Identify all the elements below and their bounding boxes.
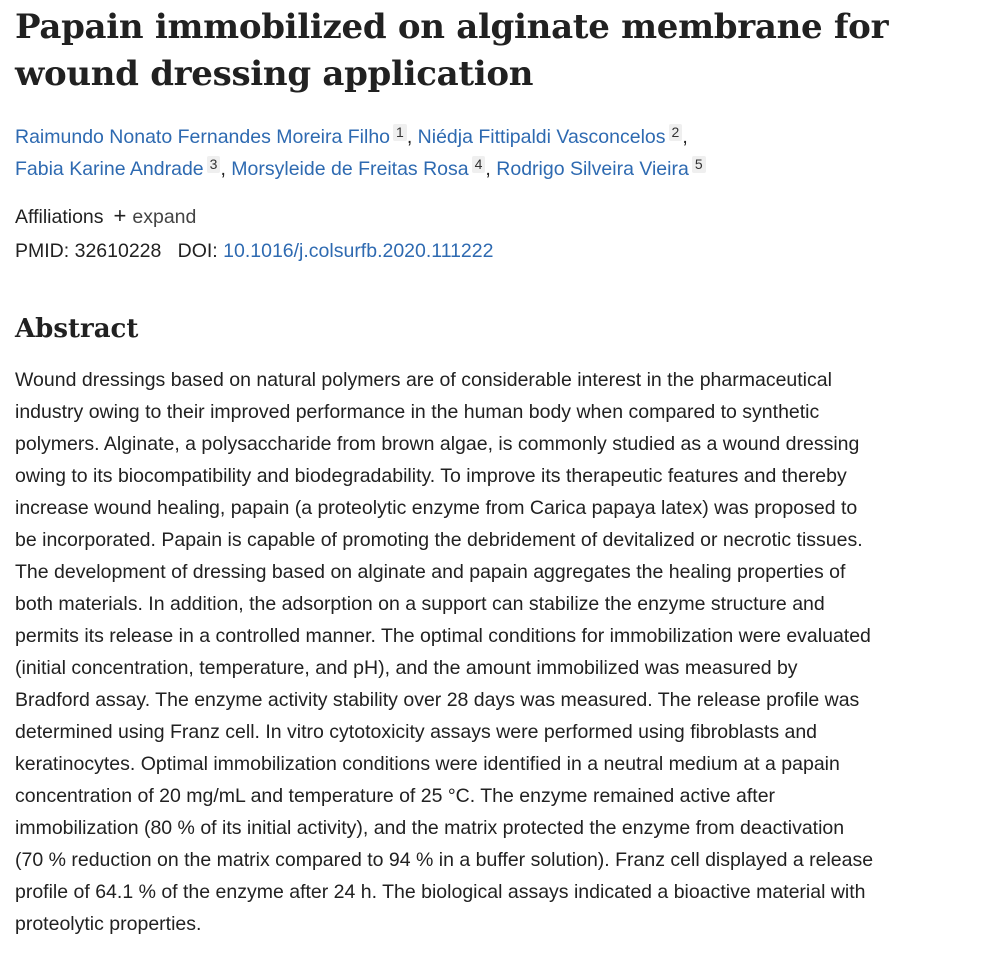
author-link[interactable]: Rodrigo Silveira Vieira <box>496 158 689 180</box>
abstract-line: Wound dressings based on natural polymers are of considerable interest in the pharmaceutical <box>15 369 832 391</box>
author-link[interactable]: Morsyleide de Freitas Rosa <box>231 158 469 180</box>
expand-button[interactable]: expand <box>132 206 197 228</box>
author-link[interactable]: Fabia Karine Andrade <box>15 158 204 180</box>
affiliation-number[interactable]: 5 <box>692 156 706 173</box>
affiliation-number[interactable]: 4 <box>472 156 486 173</box>
abstract-line: polymers. Alginate, a polysaccharide from brown algae, is commonly studied as a wound dressing <box>15 433 860 455</box>
abstract-line: industry owing to their improved performance in the human body when compared to synthetic <box>15 401 820 423</box>
abstract-heading: Abstract <box>15 314 139 344</box>
abstract-line: immobilization (80 % of its initial activity), and the matrix protected the enzyme from deactivation <box>15 817 845 839</box>
abstract-line: proteolytic properties. <box>15 913 202 935</box>
article-title: Papain immobilized on alginate membrane for wound dressing application <box>15 7 889 94</box>
abstract-line: The development of dressing based on alginate and papain aggregates the healing properties of <box>15 561 846 583</box>
affiliation-number[interactable]: 3 <box>207 156 221 173</box>
affiliation-number[interactable]: 1 <box>393 124 407 141</box>
author-link[interactable]: Niédja Fittipaldi Vasconcelos <box>417 126 666 148</box>
abstract-line: Bradford assay. The enzyme activity stability over 28 days was measured. The release profile was <box>15 689 860 711</box>
abstract-line: owing to its biocompatibility and biodegradability. To improve its therapeutic features and thereby <box>15 465 847 487</box>
doi-label: DOI: <box>177 240 218 262</box>
author-link[interactable]: Raimundo Nonato Fernandes Moreira Filho <box>15 126 391 148</box>
pmid-value: 32610228 <box>74 240 162 262</box>
affiliation-number[interactable]: 2 <box>669 124 683 141</box>
article-identifiers <box>15 236 975 266</box>
affiliations-toggle[interactable] <box>15 201 975 232</box>
article-page <box>0 4 990 940</box>
abstract-line: be incorporated. Papain is capable of promoting the debridement of devitalized or necrotic tissues. <box>15 529 863 551</box>
abstract-line: keratinocytes. Optimal immobilization conditions were identified in a neutral medium at a papain <box>15 753 840 775</box>
plus-icon: + <box>113 203 127 228</box>
abstract-line: both materials. In addition, the adsorption on a support can stabilize the enzyme structure and <box>15 593 825 615</box>
doi-link[interactable]: 10.1016/j.colsurfb.2020.111222 <box>223 240 494 262</box>
abstract-line: (70 % reduction on the matrix compared to 94 % in a buffer solution). Franz cell displayed a release <box>15 849 874 871</box>
author-list: Raimundo Nonato Fernandes Moreira Filho 1 , Niédja Fittipaldi Vasconcelos 2 , Fabia Karine Andrade 3 , Morsyleide de Freitas Rosa 4 , Rodrigo Silveira Vieira 5 <box>15 121 975 185</box>
abstract-line: determined using Franz cell. In vitro cytotoxicity assays were performed using fibroblasts and <box>15 721 818 743</box>
abstract-line: (initial concentration, temperature, and pH), and the amount immobilized was measured by <box>15 657 798 679</box>
abstract-text <box>15 364 975 940</box>
abstract-line: profile of 64.1 % of the enzyme after 24 h. The biological assays indicated a bioactive material with <box>15 881 866 903</box>
abstract-line: increase wound healing, papain (a proteolytic enzyme from Carica papaya latex) was proposed to <box>15 497 858 519</box>
pmid-label: PMID: <box>15 240 70 262</box>
abstract-line: concentration of 20 mg/mL and temperature of 25 °C. The enzyme remained active after <box>15 785 776 807</box>
abstract-line: permits its release in a controlled manner. The optimal conditions for immobilization were evaluated <box>15 625 871 647</box>
affiliations-label: Affiliations <box>15 206 104 228</box>
